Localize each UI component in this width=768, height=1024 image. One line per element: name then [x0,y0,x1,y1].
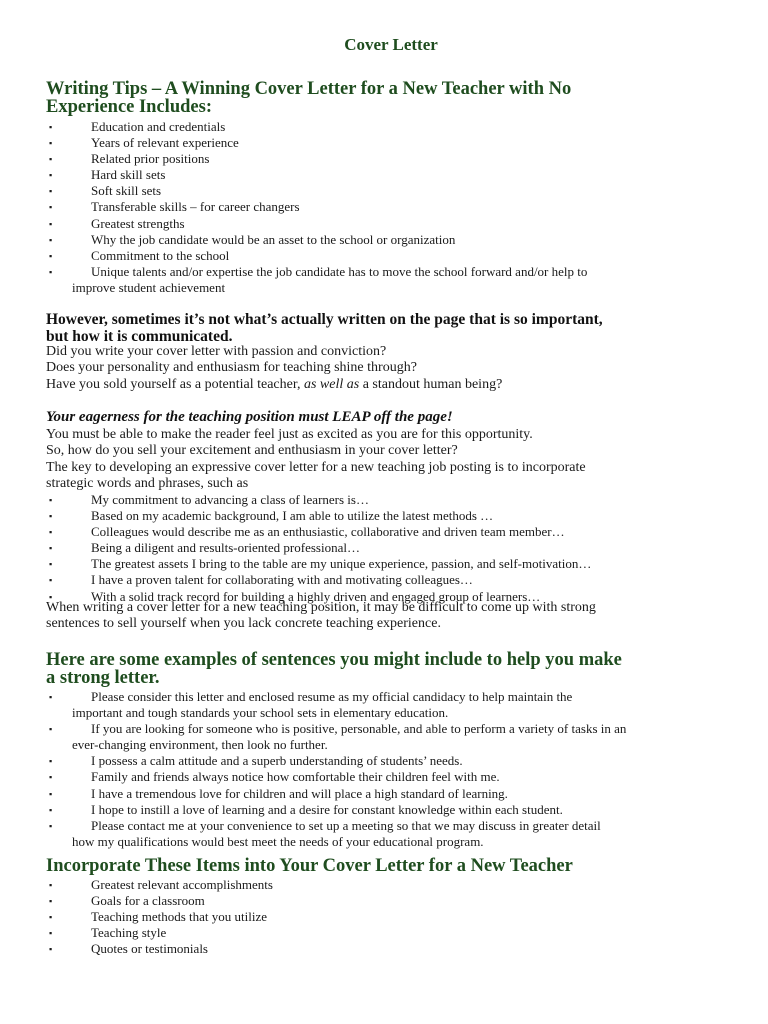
list-item: ▪ Teaching style [49,925,167,941]
incorporate-items-list [46,877,736,957]
incorporate-heading: Incorporate These Items into Your Cover Letter for a New Teacher [46,856,573,876]
bullet-icon: ▪ [49,896,53,907]
bullet-icon: ▪ [49,756,53,767]
writing-tips-list [46,119,736,296]
heading-line: Here are some examples of sentences you might include to help you make [46,650,622,670]
bullet-icon: ▪ [49,250,53,261]
list-item: ▪ Please contact me at your convenience to set up a meeting so that we may discuss in greater detail how my qualifications would best meet the needs of your educational program. [49,817,601,849]
bullet-icon: ▪ [49,186,53,197]
heading-line: a strong letter. [46,668,160,688]
text-line: strategic words and phrases, such as [46,475,249,491]
list-item: ▪ Commitment to the school [49,247,230,263]
example-sentences-list [46,689,736,850]
heading-line: but how it is communicated. [46,328,233,345]
list-item: ▪ Quotes or testimonials [49,941,208,957]
list-item: ▪ If you are looking for someone who is positive, personable, and able to perform a variety of tasks in an ever-changing environment, then look no further. [49,721,627,753]
bullet-icon: ▪ [49,559,53,570]
list-item: ▪ Family and friends always notice how comfortable their children feel with me. [49,769,500,785]
document-title: Cover Letter [344,35,438,54]
list-item: ▪ Transferable skills – for career changers [49,199,300,215]
bullet-icon: ▪ [49,591,53,602]
bullet-icon: ▪ [49,202,53,213]
bullet-icon: ▪ [49,928,53,939]
text-line: Does your personality and enthusiasm for teaching shine through? [46,360,417,376]
list-item: ▪ Education and credentials [49,119,226,134]
list-item: ▪ Based on my academic background, I am able to utilize the latest methods … [49,508,494,524]
list-item: ▪ I possess a calm attitude and a superb understanding of students’ needs. [49,753,463,769]
heading-line: Writing Tips – A Winning Cover Letter for a New Teacher with No [46,79,572,99]
experience-paragraph [46,600,736,633]
list-item: ▪ Unique talents and/or expertise the job candidate has to move the school forward and/or help to improve student achievement [49,263,588,295]
communication-questions [46,344,736,393]
text-line: Did you write your cover letter with passion and conviction? [46,344,387,359]
eagerness-paragraph [46,427,736,492]
communication-heading [46,311,736,345]
list-item: ▪ Teaching methods that you utilize [49,909,267,925]
list-item: ▪ Why the job candidate would be an asset to the school or organization [49,231,456,247]
text-line: Have you sold yourself as a potential teacher, as well as a standout human being? [46,376,503,392]
emphasis-text: as well as [303,376,360,392]
text-line: sentences to sell yourself when you lack concrete teaching experience. [46,616,441,632]
list-item: ▪ Goals for a classroom [49,893,205,909]
bullet-icon: ▪ [49,234,53,245]
bullet-icon: ▪ [49,880,53,890]
list-item: ▪ I have a proven talent for collaborating with and motivating colleagues… [49,572,473,588]
bullet-icon: ▪ [49,170,53,181]
list-item: ▪ I have a tremendous love for children and will place a high standard of learning. [49,785,508,801]
eagerness-heading: Your eagerness for the teaching position must LEAP off the page! [46,409,453,425]
list-item: ▪ Colleagues would describe me as an enthusiastic, collaborative and driven team member… [49,524,565,540]
bullet-icon: ▪ [49,138,53,149]
list-item: ▪ With a solid track record for building a highly driven and engaged group of learners… [49,588,541,604]
bullet-icon: ▪ [49,543,53,554]
text-line: When writing a cover letter for a new teaching position, it may be difficult to come up with strong [46,600,596,615]
list-item: ▪ Related prior positions [49,151,210,167]
bullet-icon: ▪ [49,495,53,505]
examples-heading [46,651,736,687]
bullet-icon: ▪ [49,820,53,831]
text-line: You must be able to make the reader feel just as excited as you are for this opportunity. [46,427,533,442]
heading-line: Experience Includes: [46,97,212,117]
bullet-icon: ▪ [49,266,53,277]
bullet-icon: ▪ [49,772,53,783]
writing-tips-heading [46,80,736,116]
bullet-icon: ▪ [49,511,53,522]
bullet-icon: ▪ [49,122,53,132]
bullet-icon: ▪ [49,724,53,735]
list-item: ▪ Soft skill sets [49,183,162,199]
list-item: ▪ I hope to instill a love of learning and a desire for constant knowledge within each student. [49,801,563,817]
list-item: ▪ Years of relevant experience [49,135,239,151]
bullet-icon: ▪ [49,692,53,702]
bullet-icon: ▪ [49,527,53,538]
list-item: ▪ Being a diligent and results-oriented professional… [49,540,360,556]
bullet-icon: ▪ [49,912,53,923]
list-item: ▪ Greatest strengths [49,215,185,231]
bullet-icon: ▪ [49,575,53,586]
strategic-phrases-list [46,492,736,605]
list-item: ▪ Greatest relevant accomplishments [49,877,273,892]
list-item: ▪ Please consider this letter and enclosed resume as my official candidacy to help maintain the important and tough standards your school sets in elementary education. [49,689,573,721]
list-item: ▪ The greatest assets I bring to the table are my unique experience, passion, and self-motivation… [49,556,592,572]
text-line: So, how do you sell your excitement and enthusiasm in your cover letter? [46,443,458,459]
list-item: ▪ Hard skill sets [49,167,166,183]
bullet-icon: ▪ [49,788,53,799]
bullet-icon: ▪ [49,218,53,229]
heading-line: However, sometimes it’s not what’s actually written on the page that is so important, [46,311,603,328]
bullet-icon: ▪ [49,154,53,165]
bullet-icon: ▪ [49,944,53,955]
list-item: ▪ My commitment to advancing a class of learners is… [49,492,369,507]
bullet-icon: ▪ [49,804,53,815]
text-line: The key to developing an expressive cover letter for a new teaching job posting is to incorporate [46,459,586,475]
